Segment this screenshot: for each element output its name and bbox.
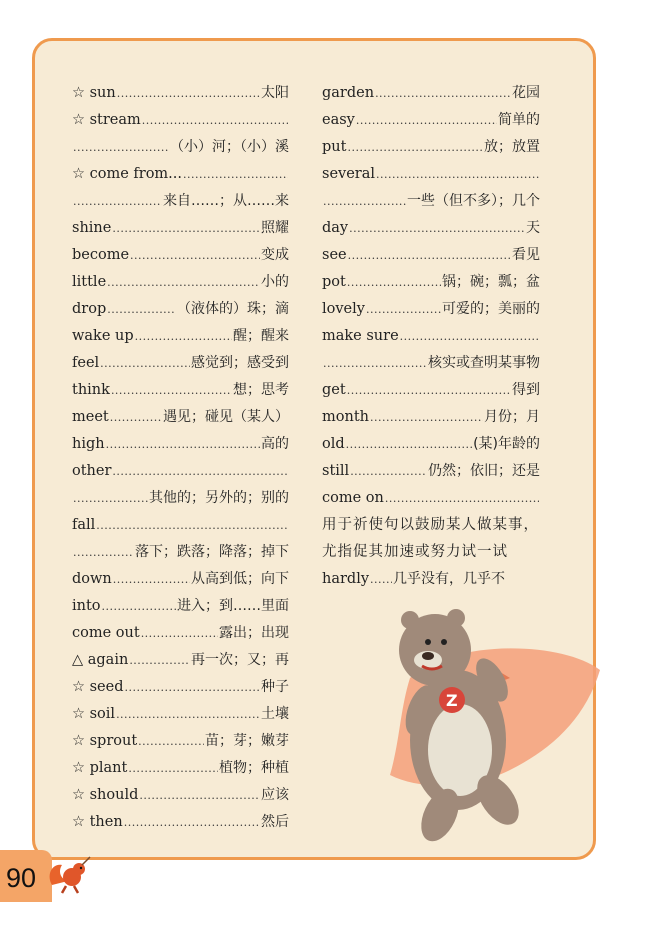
vocab-word: little — [72, 274, 107, 290]
leader-dots — [142, 107, 288, 134]
vocab-meaning: 从高到低；向下 — [191, 571, 289, 587]
vocab-meaning: 核实或查明某事物 — [428, 355, 540, 371]
vocab-word: other — [72, 463, 112, 479]
leader-dots — [73, 539, 134, 566]
right-vocab-entry — [322, 458, 540, 485]
leader-dots — [112, 215, 260, 242]
vocab-meaning: 落下；跌落；降落；掉下 — [135, 544, 289, 560]
vocab-meaning: 一些（但不多）；几个 — [407, 193, 540, 209]
vocab-word: easy — [322, 112, 355, 128]
right-vocab-entry — [322, 188, 540, 215]
right-vocab-entry — [322, 242, 540, 269]
leader-dots — [350, 458, 427, 485]
leader-dots — [110, 404, 162, 431]
leader-dots — [400, 323, 539, 350]
vocab-meaning: 植物；种植 — [219, 760, 289, 776]
vocab-word: make sure — [322, 328, 399, 344]
vocab-word: drop — [72, 301, 107, 317]
leader-dots — [111, 377, 232, 404]
leader-dots — [130, 242, 260, 269]
left-vocab-entry — [72, 728, 289, 755]
right-vocab-entry — [322, 323, 540, 350]
page-number: 90 — [0, 850, 52, 902]
right-vocab-entry — [322, 377, 540, 404]
leader-dots — [139, 782, 260, 809]
leader-dots — [366, 296, 441, 323]
leader-dots — [102, 593, 176, 620]
vocab-word: month — [322, 409, 369, 425]
vocab-word: garden — [322, 85, 375, 101]
vocab-meaning: 变成 — [261, 247, 289, 263]
leader-dots — [347, 134, 483, 161]
vocab-word: old — [322, 436, 345, 452]
leader-dots — [135, 323, 232, 350]
vocab-meaning: 小的 — [261, 274, 289, 290]
vocab-meaning: 应该 — [261, 787, 289, 803]
vocab-word: into — [72, 598, 101, 614]
vocab-meaning: 再一次；又；再 — [191, 652, 289, 668]
left-vocab-entry — [72, 134, 289, 161]
left-vocab-entry — [72, 593, 289, 620]
left-vocab-entry — [72, 269, 289, 296]
left-vocab-entry — [72, 647, 289, 674]
vocab-word: get — [322, 382, 346, 398]
leader-dots — [376, 161, 539, 188]
vocab-word: ☆ stream — [72, 112, 141, 128]
right-vocab-entry — [322, 80, 540, 107]
leader-dots — [183, 161, 288, 188]
vocab-word: still — [322, 463, 350, 479]
right-vocab-entry — [322, 215, 540, 242]
vocab-meaning: 其他的；另外的；别的 — [149, 490, 289, 506]
left-vocab-entry — [72, 701, 289, 728]
vocab-word: ☆ come from... — [72, 166, 183, 182]
vocab-word: come out — [72, 625, 140, 641]
right-vocab-entry — [322, 134, 540, 161]
leader-dots — [125, 674, 261, 701]
leader-dots — [73, 134, 169, 161]
leader-dots — [124, 809, 260, 836]
vocab-word: ☆ should — [72, 787, 139, 803]
left-vocab-entry — [72, 80, 289, 107]
leader-dots — [349, 215, 525, 242]
right-vocab-entry — [322, 431, 540, 458]
vocab-word: ☆ sun — [72, 85, 116, 101]
vocab-word: high — [72, 436, 105, 452]
vocab-meaning: 花园 — [512, 85, 540, 101]
left-vocab-entry — [72, 431, 289, 458]
leader-dots — [141, 620, 218, 647]
vocab-word: feel — [72, 355, 100, 371]
left-vocab-entry — [72, 161, 289, 188]
vocab-word: △ again — [72, 652, 129, 668]
vocab-meaning: （液体的）珠；滴 — [177, 301, 289, 317]
vocab-word: see — [322, 247, 347, 263]
vocab-word: down — [72, 571, 112, 587]
left-vocab-entry — [72, 782, 289, 809]
right-vocab-entry — [322, 485, 540, 512]
vocab-meaning: 苗；芽；嫩芽 — [205, 733, 289, 749]
right-vocab-entry — [322, 404, 540, 431]
vocab-word: day — [322, 220, 349, 236]
left-vocab-entry — [72, 539, 289, 566]
leader-dots — [100, 350, 190, 377]
leader-dots — [323, 188, 406, 215]
leader-dots — [129, 647, 190, 674]
svg-text:Z: Z — [446, 691, 458, 710]
left-vocab-entry — [72, 404, 289, 431]
right-vocab-entry — [322, 161, 540, 188]
vocab-meaning: 太阳 — [261, 85, 289, 101]
leader-dots — [138, 728, 204, 755]
vocab-word: become — [72, 247, 130, 263]
right-vocab-column — [322, 80, 540, 593]
right-vocab-entry — [322, 107, 540, 134]
vocab-meaning: 想；思考 — [233, 382, 289, 398]
vocab-word: ☆ seed — [72, 679, 124, 695]
vocab-meaning: （小）河；（小）溪 — [170, 139, 289, 155]
vocab-meaning: 进入；到……里面 — [177, 598, 289, 614]
vocab-word: wake up — [72, 328, 134, 344]
vocab-meaning: 月份；月 — [484, 409, 540, 425]
leader-dots — [346, 431, 472, 458]
come-on-explanation: 用于祈使句以鼓励某人做某事，尤指促其加速或努力试一试 — [322, 517, 539, 560]
vocab-word: shine — [72, 220, 112, 236]
vocab-word: put — [322, 139, 347, 155]
left-vocab-entry — [72, 485, 289, 512]
vocab-word: ☆ sprout — [72, 733, 138, 749]
vocab-meaning: 简单的 — [498, 112, 540, 128]
vocab-meaning: 感觉到；感受到 — [191, 355, 289, 371]
left-vocab-entry — [72, 755, 289, 782]
vocab-meaning: 然后 — [261, 814, 289, 830]
leader-dots — [116, 701, 260, 728]
vocab-meaning: 可爱的；美丽的 — [442, 301, 540, 317]
vocab-meaning: 醒；醒来 — [233, 328, 289, 344]
right-vocab-entry — [322, 269, 540, 296]
left-vocab-entry — [72, 512, 289, 539]
left-vocab-entry — [72, 620, 289, 647]
leader-dots — [348, 242, 511, 269]
leader-dots — [128, 755, 218, 782]
vocab-meaning: 放；放置 — [484, 139, 540, 155]
vocab-word: ☆ soil — [72, 706, 116, 722]
leader-dots — [106, 431, 260, 458]
leader-dots — [73, 485, 148, 512]
vocab-meaning: 得到 — [512, 382, 540, 398]
vocab-word: ☆ plant — [72, 760, 128, 776]
left-vocab-entry — [72, 215, 289, 242]
left-vocab-column — [72, 80, 289, 836]
vocab-meaning: 土壤 — [261, 706, 289, 722]
vocab-word: ☆ then — [72, 814, 123, 830]
left-vocab-entry — [72, 323, 289, 350]
leader-dots — [385, 485, 539, 512]
vocab-word: several — [322, 166, 376, 182]
vocab-word: pot — [322, 274, 346, 290]
leader-dots — [107, 296, 176, 323]
left-vocab-entry — [72, 377, 289, 404]
vocab-entry-hardly: hardly ..... 几乎没有，几乎不 — [322, 566, 540, 593]
right-vocab-entry — [322, 350, 540, 377]
vocab-word: fall — [72, 517, 96, 533]
left-vocab-entry — [72, 809, 289, 836]
vocab-meaning: 天 — [526, 220, 540, 236]
left-vocab-entry — [72, 242, 289, 269]
leader-dots — [356, 107, 497, 134]
leader-dots — [107, 269, 260, 296]
vocab-word: think — [72, 382, 110, 398]
squirrel-icon — [46, 855, 92, 895]
left-vocab-entry — [72, 674, 289, 701]
leader-dots — [73, 188, 162, 215]
leader-dots — [375, 80, 511, 107]
superhero-bear-illustration — [380, 600, 605, 850]
vocab-meaning: 仍然；依旧；还是 — [428, 463, 540, 479]
leader-dots — [112, 458, 288, 485]
left-vocab-entry — [72, 107, 289, 134]
leader-dots — [347, 269, 441, 296]
left-vocab-entry — [72, 458, 289, 485]
vocab-word: lovely — [322, 301, 365, 317]
vocab-meaning: (某)年龄的 — [473, 436, 540, 452]
left-vocab-entry — [72, 566, 289, 593]
right-vocab-entry — [322, 296, 540, 323]
vocab-word: meet — [72, 409, 109, 425]
leader-dots — [96, 512, 288, 539]
leader-dots — [347, 377, 511, 404]
left-vocab-entry — [72, 296, 289, 323]
vocab-word: come on — [322, 490, 384, 506]
vocab-meaning: 照耀 — [261, 220, 289, 236]
left-vocab-entry — [72, 350, 289, 377]
vocab-meaning: 看见 — [512, 247, 540, 263]
leader-dots — [323, 350, 427, 377]
vocab-meaning: 遇见；碰见（某人） — [163, 409, 289, 425]
leader-dots — [370, 404, 483, 431]
vocab-meaning: 来自……；从……来 — [163, 193, 289, 209]
vocab-meaning: 高的 — [261, 436, 289, 452]
left-vocab-entry — [72, 188, 289, 215]
leader-dots — [113, 566, 190, 593]
vocab-meaning: 锅；碗；瓢；盆 — [442, 274, 540, 290]
vocab-meaning: 种子 — [261, 679, 289, 695]
vocab-meaning: 露出；出现 — [219, 625, 289, 641]
leader-dots — [117, 80, 260, 107]
